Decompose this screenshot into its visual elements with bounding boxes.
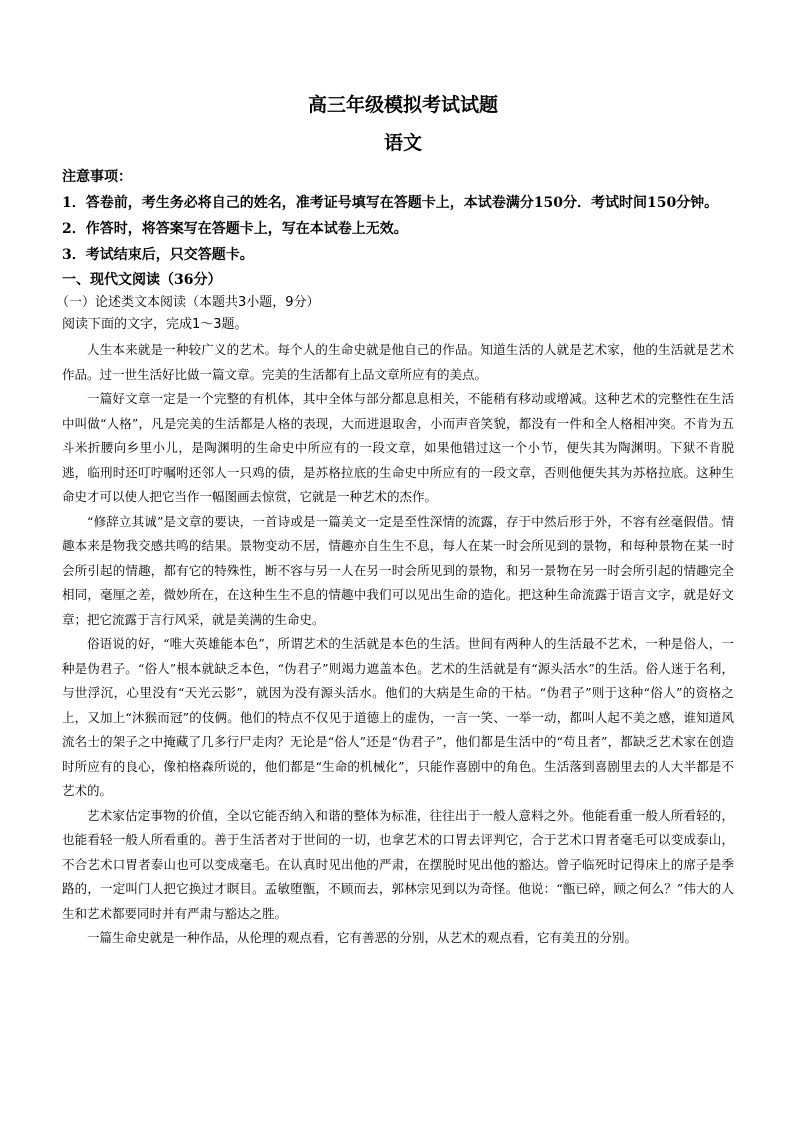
exam-title: 高三年级模拟考试试题 <box>307 94 498 116</box>
reading-passage <box>62 338 734 951</box>
notice-item-2: 2．作答时，将答案写在答题卡上，写在本试卷上无效。 <box>62 221 408 237</box>
notice-item-1: 1．答卷前，考生务必将自己的姓名，准考证号填写在答题卡上，本试卷满分150分．考试时间150分钟。 <box>62 195 719 211</box>
subsection-heading: （一）论述类文本阅读（本题共3小题，9分） <box>56 295 320 310</box>
section-heading: 一、现代文阅读（36分） <box>62 272 222 288</box>
passage-paragraph-5: 艺术家估定事物的价值，全以它能否纳入和谐的整体为标准，往往出于一般人意料之外。他能看重一般人所看轻的，也能看轻一般人所看重的。善于生活者对于世间的一切，也拿艺术的口胃去评判它，合于艺术口胃者毫毛可以变成泰山，不合艺术口胃者泰山也可以变成毫毛。在认真时见出他的严肃，在摆脱时见出他的豁达。曾子临死时记得床上的席子是季路的，一定叫门人把它换过才瞑目。孟敏堕甑，不顾而去，郭林宗见到以为奇怪。他说：“甑已碎，顾之何么？”伟大的人生和艺术都要同时并有严肃与豁达之胜。 <box>62 807 734 921</box>
subject-title: 语文 <box>383 132 422 154</box>
passage-paragraph-4: 俗语说的好，“唯大英雄能本色”，所谓艺术的生活就是本色的生活。世间有两种人的生活最不艺术，一种是俗人，一种是伪君子。“俗人”根本就缺乏本色，“伪君子”则竭力遮盖本色。艺术的生活就是有“源头活水”的生活。俗人迷于名利，与世浮沉，心里没有“天光云影”，就因为没有源头活水。他们的大病是生命的干枯。“伪君子”则于这种“俗人”的资格之上，又加上“沐猴而冠”的伎俩。他们的特点不仅见于道德上的虚伪，一言一笑、一举一动，都叫人起不美之感，谁知道风流名士的架子之中掩藏了几多行尸走肉？无论是“俗人”还是“伪君子”，他们都是生活中的“苟且者”，都缺乏艺术家在创造时所应有的良心，像柏格森所说的，他们都是“生命的机械化”，只能作喜剧中的角色。生活落到喜剧里去的人大半都是不艺术的。 <box>62 636 734 798</box>
notice-block <box>62 164 734 268</box>
notice-item-3: 3．考试结束后，只交答题卡。 <box>62 247 254 263</box>
passage-paragraph-6: 一篇生命史就是一种作品，从伦理的观点看，它有善恶的分别，从艺术的观点看，它有美丑的分别。 <box>87 930 638 945</box>
passage-paragraph-1: 人生本来就是一种较广义的艺术。每个人的生命史就是他自己的作品。知道生活的人就是艺术家，他的生活就是艺术作品。过一世生活好比做一篇文章。完美的生活都有上品文章所应有的美点。 <box>62 342 734 382</box>
reading-instruction: 阅读下面的文字，完成1～3题。 <box>62 317 248 332</box>
exam-page <box>56 92 734 951</box>
passage-paragraph-2: 一篇好文章一定是一个完整的有机体，其中全体与部分都息息相关，不能稍有移动或增减。这种艺术的完整性在生活中叫做“人格”，凡是完美的生活都是人格的表现，大而进退取舍，小而声音笑貌，都没有一件和全人格相冲突。不肯为五斗米折腰向乡里小儿，是陶渊明的生命史中所应有的一段文章，如果他错过这一个小节，便失其为陶渊明。下狱不肯脱逃，临刑时还叮咛嘱咐还邻人一只鸡的债，是苏格拉底的生命史中所应有的一段文章，否则他便失其为苏格拉底。这种生命史才可以使人把它当作一幅图画去惊赏，它就是一种艺术的杰作。 <box>62 391 734 504</box>
notice-heading: 注意事项： <box>62 169 132 185</box>
passage-paragraph-3: “修辞立其诚”是文章的要诀，一首诗或是一篇美文一定是至性深情的流露，存于中然后形于外，不容有丝毫假借。情趣本来是物我交感共鸣的结果。景物变动不居，情趣亦自生生不息，每人在某一时会所见到的景物，和每种景物在某一时会所引起的情趣，都有它的特殊性，断不容与另一人在另一时会所见到的景物，和另一景物在另一时会所引起的情趣完全相同，毫厘之差，微妙所在，在这种生生不息的情趣中我们可以见出生命的造化。把这种生命流露于语言文字，就是好文章；把它流露于言行风采，就是美满的生命史。 <box>62 513 734 627</box>
